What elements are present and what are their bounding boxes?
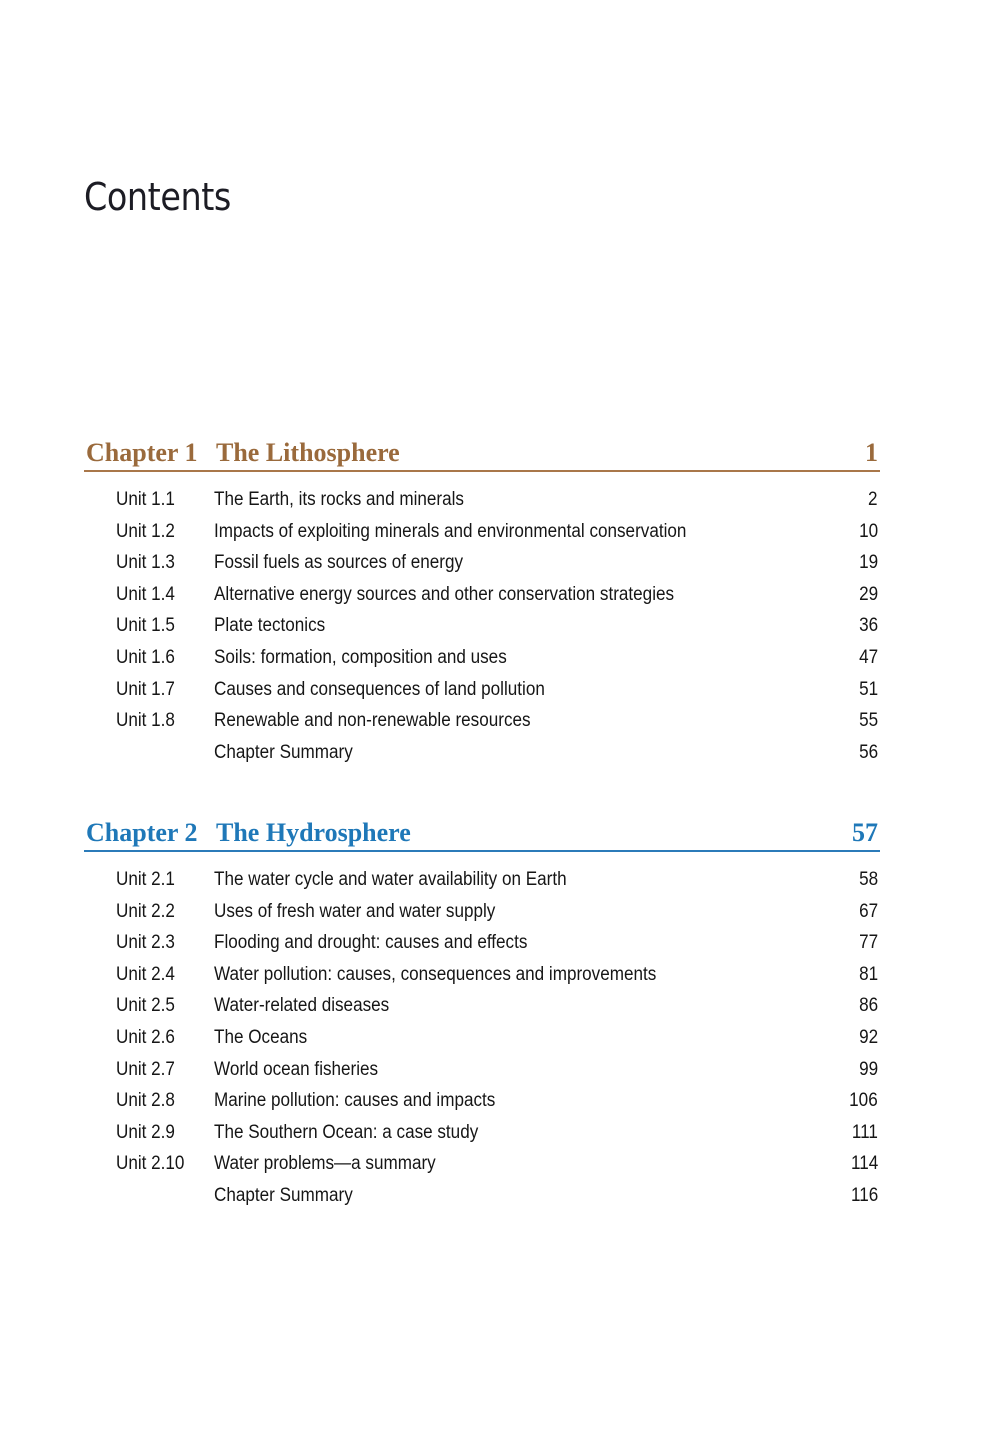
toc-entry[interactable] — [84, 642, 880, 674]
unit-number: Unit 2.7 — [116, 1058, 175, 1080]
unit-page-number: 81 — [858, 963, 878, 985]
page-title: Contents — [84, 175, 231, 220]
toc-entry[interactable] — [84, 674, 880, 706]
unit-page-number: 19 — [858, 552, 878, 574]
unit-title: Impacts of exploiting minerals and environmental conservation — [214, 520, 687, 542]
unit-title: Water problems—a summary — [214, 1153, 436, 1175]
chapter-title: The Hydrosphere — [216, 818, 411, 847]
toc-entry[interactable] — [84, 484, 880, 516]
unit-title: Renewable and non-renewable resources — [214, 710, 531, 732]
unit-page-number: 106 — [849, 1090, 878, 1112]
unit-number: Unit 2.2 — [116, 900, 175, 922]
unit-page-number: 2 — [868, 489, 878, 510]
toc-entry[interactable] — [84, 1148, 880, 1180]
chapter-heading[interactable] — [84, 436, 880, 472]
chapter-page-number: 1 — [865, 438, 878, 467]
toc-entry[interactable] — [84, 864, 880, 896]
unit-title: Alternative energy sources and other conservation strategies — [214, 583, 675, 605]
unit-title: Uses of fresh water and water supply — [214, 900, 496, 922]
toc-entry[interactable] — [84, 579, 880, 611]
unit-page-number: 56 — [858, 741, 878, 763]
unit-number: Unit 2.8 — [116, 1090, 175, 1112]
unit-list — [84, 484, 880, 768]
unit-title: Marine pollution: causes and impacts — [214, 1090, 496, 1112]
unit-title: Chapter Summary — [214, 741, 353, 763]
unit-page-number: 29 — [858, 583, 878, 605]
unit-page-number: 55 — [858, 710, 878, 732]
chapter-heading[interactable] — [84, 816, 880, 852]
toc-entry-summary[interactable] — [84, 1180, 880, 1212]
unit-page-number: 86 — [858, 995, 878, 1017]
unit-number: Unit 2.9 — [116, 1121, 175, 1143]
unit-number: Unit 1.5 — [116, 615, 175, 637]
unit-number: Unit 1.4 — [116, 583, 175, 605]
unit-number: Unit 1.1 — [116, 489, 175, 510]
unit-number: Unit 1.8 — [116, 710, 175, 732]
toc-entry-summary[interactable] — [84, 737, 880, 769]
unit-page-number: 99 — [858, 1058, 878, 1080]
chapter-page-number: 57 — [852, 818, 878, 847]
toc-entry[interactable] — [84, 1117, 880, 1149]
unit-title: World ocean fisheries — [214, 1058, 379, 1080]
unit-page-number: 47 — [858, 646, 878, 668]
unit-title: Soils: formation, composition and uses — [214, 646, 507, 668]
unit-title: The Earth, its rocks and minerals — [214, 489, 464, 510]
unit-title: Flooding and drought: causes and effects — [214, 932, 528, 954]
unit-page-number: 116 — [850, 1184, 878, 1206]
unit-number: Unit 2.1 — [116, 869, 175, 890]
unit-number: Unit 2.6 — [116, 1026, 175, 1048]
toc-entry[interactable] — [84, 959, 880, 991]
unit-title: Fossil fuels as sources of energy — [214, 552, 464, 574]
unit-title: Water pollution: causes, consequences and improvements — [214, 963, 657, 985]
toc-entry[interactable] — [84, 547, 880, 579]
toc-entry[interactable] — [84, 896, 880, 928]
unit-page-number: 111 — [851, 1121, 878, 1143]
unit-page-number: 58 — [858, 869, 878, 890]
unit-title: Water-related diseases — [214, 995, 390, 1017]
unit-page-number: 114 — [850, 1153, 878, 1175]
unit-title: The water cycle and water availability on Earth — [214, 869, 567, 890]
unit-title: The Southern Ocean: a case study — [214, 1121, 479, 1143]
unit-number: Unit 1.3 — [116, 552, 175, 574]
unit-number: Unit 1.6 — [116, 646, 175, 668]
unit-number: Unit 2.10 — [116, 1153, 185, 1175]
chapter-2-section — [84, 816, 880, 1212]
chapter-title: The Lithosphere — [216, 438, 400, 467]
unit-page-number: 67 — [858, 900, 878, 922]
unit-title: Plate tectonics — [214, 615, 326, 637]
unit-page-number: 51 — [858, 678, 878, 700]
chapter-label: Chapter 2 — [86, 818, 198, 847]
unit-page-number: 92 — [858, 1026, 878, 1048]
unit-title: Chapter Summary — [214, 1184, 353, 1206]
unit-number: Unit 1.2 — [116, 520, 175, 542]
toc-entry[interactable] — [84, 1054, 880, 1086]
unit-page-number: 77 — [858, 932, 878, 954]
toc-entry[interactable] — [84, 990, 880, 1022]
unit-number: Unit 2.3 — [116, 932, 175, 954]
unit-number: Unit 2.5 — [116, 995, 175, 1017]
chapter-label: Chapter 1 — [86, 438, 198, 467]
unit-title: The Oceans — [214, 1026, 308, 1048]
unit-page-number: 10 — [858, 520, 878, 542]
toc-entry[interactable] — [84, 705, 880, 737]
unit-number: Unit 1.7 — [116, 678, 175, 700]
toc-entry[interactable] — [84, 1085, 880, 1117]
chapter-1-section — [84, 436, 880, 768]
unit-title: Causes and consequences of land pollution — [214, 678, 545, 700]
toc-entry[interactable] — [84, 927, 880, 959]
toc-entry[interactable] — [84, 610, 880, 642]
toc-entry[interactable] — [84, 1022, 880, 1054]
unit-number: Unit 2.4 — [116, 963, 175, 985]
toc-entry[interactable] — [84, 516, 880, 548]
unit-list — [84, 864, 880, 1212]
unit-page-number: 36 — [858, 615, 878, 637]
